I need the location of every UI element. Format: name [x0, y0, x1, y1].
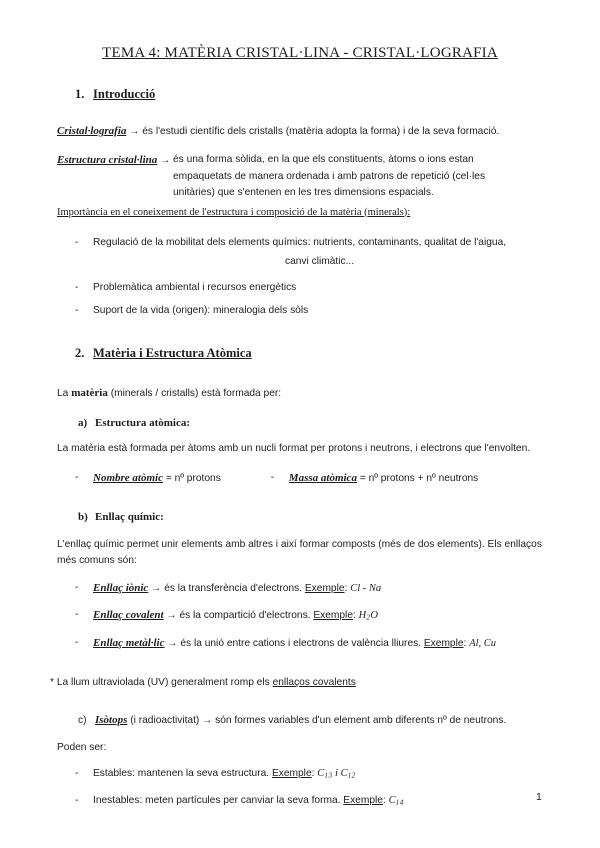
isotope-formula [317, 768, 355, 779]
exemple-label: Exemple [304, 582, 345, 594]
definition-term: Massa atòmica [288, 471, 357, 484]
definition-cristallografia [57, 123, 543, 140]
formula-subscript: 13 [324, 770, 333, 780]
formula-base: H [358, 609, 367, 621]
atomic-structure-paragraph: La matèria està formada per àtoms amb un nucli format per protons i neutrons, i electrons que l'envolten. [57, 442, 531, 454]
atomic-mass-group [271, 470, 478, 487]
bullet-dash: - [75, 471, 79, 483]
list-item-text: Suport de la vida (origen): mineralogia dels sòls [93, 304, 309, 316]
colon: : [311, 768, 315, 780]
section-1-number: 1. [75, 87, 85, 101]
arrow-glyph: → [129, 126, 140, 137]
colon: : [463, 638, 467, 649]
section-2-title: Matèria i Estructura Atòmica [93, 345, 252, 360]
section-1-heading [75, 86, 543, 103]
list-item [75, 280, 543, 296]
item-b-label: b) [78, 510, 88, 523]
asterisk: * [50, 677, 54, 688]
bond-definition [93, 607, 378, 626]
exemple-label: Exemple [271, 768, 312, 780]
bullet-dash: - [75, 608, 79, 620]
isotops-term: Isòtops [95, 714, 128, 726]
item-c-label: c) [78, 715, 87, 726]
bullet-dash: - [75, 581, 79, 593]
formula-base: C [388, 794, 396, 806]
isotops-text: (i radioactivitat) → són formes variables d'un element amb diferents nº de neutrons. [130, 715, 507, 726]
definition-term: Nombre atòmic [93, 471, 163, 484]
formula-subscript: 2 [366, 612, 371, 621]
definition-term: Estructura cristal·lina [57, 154, 158, 166]
list-item-text: Problemàtica ambiental i recursos energètics [93, 281, 297, 293]
formula-subscript: 14 [395, 797, 404, 807]
section-1-title: Introducció [93, 87, 156, 101]
colon: : [382, 794, 386, 806]
arrow-glyph: → [167, 638, 178, 649]
bond-term: Enllaç iònic [93, 581, 149, 594]
item-b-heading [78, 509, 543, 526]
definition-term-column [57, 152, 173, 202]
arrow-glyph: → [160, 155, 171, 166]
importance-heading: Importància en el coneixement de l'estructura i composició de la matèria (minerals): [57, 206, 411, 218]
list-item-line: Regulació de la mobilitat dels elements químics: nutrients, contaminants, qualitat de l'aigua, [93, 236, 507, 248]
intro-post: (minerals / cristalls) està formada per: [110, 387, 282, 399]
list-item-bond-metallic [75, 635, 543, 652]
list-item [75, 235, 543, 270]
bullet-dash: - [75, 768, 79, 780]
definition-text: = nº protons + nº neutrons [359, 472, 479, 484]
uv-footnote [50, 675, 543, 691]
formula-end: O [370, 609, 378, 621]
definition-estructura-cristallina [57, 152, 543, 202]
atomic-mass-definition [289, 470, 478, 487]
exemple-label: Exemple [423, 638, 464, 649]
definition-text: és l'estudi científic dels cristalls (matèria adopta la forma) i de la seva formació. [142, 126, 500, 137]
isotope-definition [93, 793, 404, 811]
poden-ser-label: Poden ser: [57, 742, 107, 753]
page-number: 1 [536, 791, 542, 803]
bond-text: és la compartició d'electrons. [179, 609, 311, 621]
definition-text: = nº protons [165, 472, 221, 484]
atomic-definitions-row [75, 470, 543, 487]
chemical-formula: Al, Cu [469, 638, 497, 649]
list-item-bond-ionic [75, 580, 543, 597]
definition-term: Cristal·lografia [57, 125, 127, 137]
list-item-line: canvi climàtic... [285, 255, 355, 267]
exemple-label: Exemple [313, 609, 353, 621]
section-2-number: 2. [75, 345, 85, 360]
isotope-text: Inestables: meten partícules per canviar la seva forma. [93, 794, 341, 806]
document-title: TEMA 4: MATÈRIA CRISTAL·LINA - CRISTAL·LOGRAFIA [102, 45, 498, 61]
page-content [0, 44, 600, 810]
formula-subscript: 12 [347, 770, 356, 780]
chemical-bond-paragraph: L'enllaç químic permet unir elements amb altres i així formar composts (més de dos elements). Els enllaços més comuns són: [57, 538, 542, 566]
colon: : [352, 609, 356, 621]
list-item [75, 303, 543, 319]
definition-text: és una forma sòlida, en la que els constituents, àtoms o ions estan empaquetats de manera ordenada i amb patrons de repetició (cel·les unitàries) que s'entenen en les tres dimensions espacials. [173, 154, 486, 198]
chemical-formula: Cl - Na [350, 582, 382, 594]
isotope-definition [93, 766, 356, 784]
exemple-label: Exemple [343, 794, 383, 806]
bullet-dash: - [75, 281, 79, 293]
item-c-heading [78, 712, 543, 729]
chemical-formula [359, 610, 378, 621]
arrow-glyph: → [166, 609, 177, 621]
item-a-label: a) [78, 416, 88, 429]
bullet-dash: - [270, 471, 275, 483]
list-item-isotope-stable [75, 766, 543, 784]
footnote-text: La llum ultraviolada (UV) generalment romp els [56, 677, 270, 688]
bullet-dash: - [75, 637, 79, 648]
isotope-formula [389, 795, 404, 806]
list-item-text [93, 235, 506, 270]
intro-pre: La [57, 387, 69, 399]
bond-term: Enllaç metàl·lic [93, 637, 165, 649]
formula-connector: i [335, 768, 338, 780]
item-b-title: Enllaç químic: [95, 510, 164, 523]
item-a-heading [78, 415, 543, 432]
bond-text: és la unió entre cations i electrons de valència lliures. [180, 638, 422, 649]
arrow-glyph: → [151, 582, 162, 594]
bond-definition [93, 635, 496, 652]
isotope-text: Estables: mantenen la seva estructura. [93, 768, 270, 780]
section-2-heading [75, 345, 543, 362]
colon: : [344, 582, 348, 594]
bond-text: és la transferència d'electrons. [164, 582, 303, 594]
bond-definition [93, 580, 381, 597]
bullet-dash: - [75, 794, 79, 806]
bond-term: Enllaç covalent [93, 608, 164, 621]
item-a-title: Estructura atòmica: [95, 416, 191, 429]
footnote-underlined: enllaços covalents [272, 677, 356, 688]
intro-bold-term: matèria [71, 386, 108, 399]
list-item-bond-covalent [75, 607, 543, 626]
atomic-number-definition [93, 470, 221, 487]
list-item-isotope-unstable [75, 793, 543, 811]
bullet-dash: - [75, 304, 79, 316]
formula-base: C [317, 768, 325, 780]
formula-base: C [340, 768, 348, 780]
bullet-dash: - [75, 236, 79, 248]
section-2-intro [57, 385, 543, 402]
